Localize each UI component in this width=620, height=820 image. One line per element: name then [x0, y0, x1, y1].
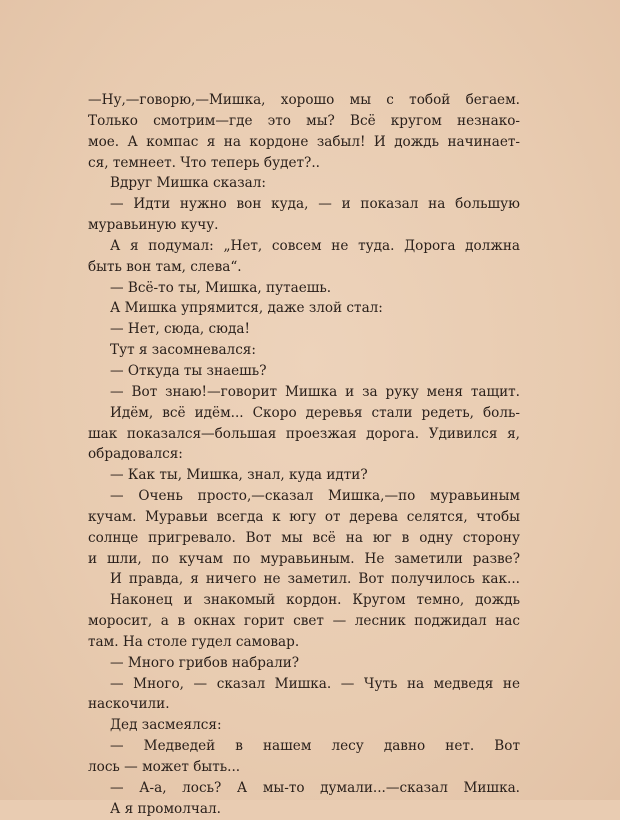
text-line: лось — может быть... — [88, 759, 241, 775]
text-line: — Откуда ты знаешь? — [110, 362, 267, 379]
text-line: — Много, — сказал Мишка. — Чуть на медведя не — [110, 675, 520, 692]
text-line: там. На столе гудел самовар. — [88, 633, 300, 650]
text-line: — А-а, лось? А мы-то думали...—сказал Мишка. — [110, 779, 520, 796]
text-line: — Вот знаю!—говорит Мишка и за руку меня тащит. — [110, 383, 520, 400]
text-line: Вдруг Мишка сказал: — [110, 175, 266, 192]
text-line: Идём, всё идём... Скоро деревья стали редеть, боль- — [110, 404, 520, 421]
text-line: —Ну,—говорю,—Мишка, хорошо мы с тобой бегаем. — [88, 92, 520, 108]
text-line: муравьиную кучу. — [88, 217, 219, 234]
text-line: кучам. Муравьи всегда к югу от дерева селятся, чтобы — [88, 508, 520, 525]
text-line: обрадовался: — [88, 446, 183, 463]
text-line: быть вон там, слева“. — [88, 258, 242, 275]
text-line: мое. А компас я на кордоне забыл! И дождь начинает- — [88, 133, 520, 150]
text-line: и шли, по кучам по муравьиным. Не заметили разве? — [88, 550, 520, 567]
text-line: ся, темнеет. Что теперь будет?.. — [88, 154, 320, 171]
text-line: А Мишка упрямится, даже злой стал: — [110, 300, 383, 317]
text-line: Наконец и знакомый кордон. Кругом темно, дождь — [110, 592, 520, 609]
text-line: шак показался—большая проезжая дорога. Удивился я, — [88, 425, 520, 442]
text-line: — Очень просто,—сказал Мишка,—по муравьиным — [110, 488, 520, 505]
text-line: солнце пригревало. Вот мы всё на юг в одну сторону — [88, 529, 520, 546]
page-text — [88, 90, 520, 820]
text-line: Тут я засомневался: — [110, 342, 256, 359]
text-line: моросит, а в окнах горит свет — лесник поджидал нас — [88, 613, 520, 630]
text-line: — Медведей в нашем лесу давно нет. Вот — [110, 738, 520, 755]
text-line: — Нет, сюда, сюда! — [110, 321, 250, 338]
text-line: А я промолчал. — [110, 800, 221, 817]
text-line: — Как ты, Мишка, знал, куда идти? — [110, 467, 368, 484]
text-line: — Много грибов набрали? — [110, 654, 300, 671]
text-line: — Всё-то ты, Мишка, путаешь. — [110, 279, 332, 296]
text-line: наскочили. — [88, 696, 170, 713]
text-line: Только смотрим—где это мы? Всё кругом незнако- — [88, 112, 520, 129]
text-line: А я подумал: „Нет, совсем не туда. Дорога должна — [110, 237, 520, 254]
text-line: — Идти нужно вон куда, — и показал на большую — [110, 196, 520, 213]
text-line: Дед засмеялся: — [110, 717, 222, 734]
text-line: И правда, я ничего не заметил. Вот получилось как... — [110, 571, 520, 588]
